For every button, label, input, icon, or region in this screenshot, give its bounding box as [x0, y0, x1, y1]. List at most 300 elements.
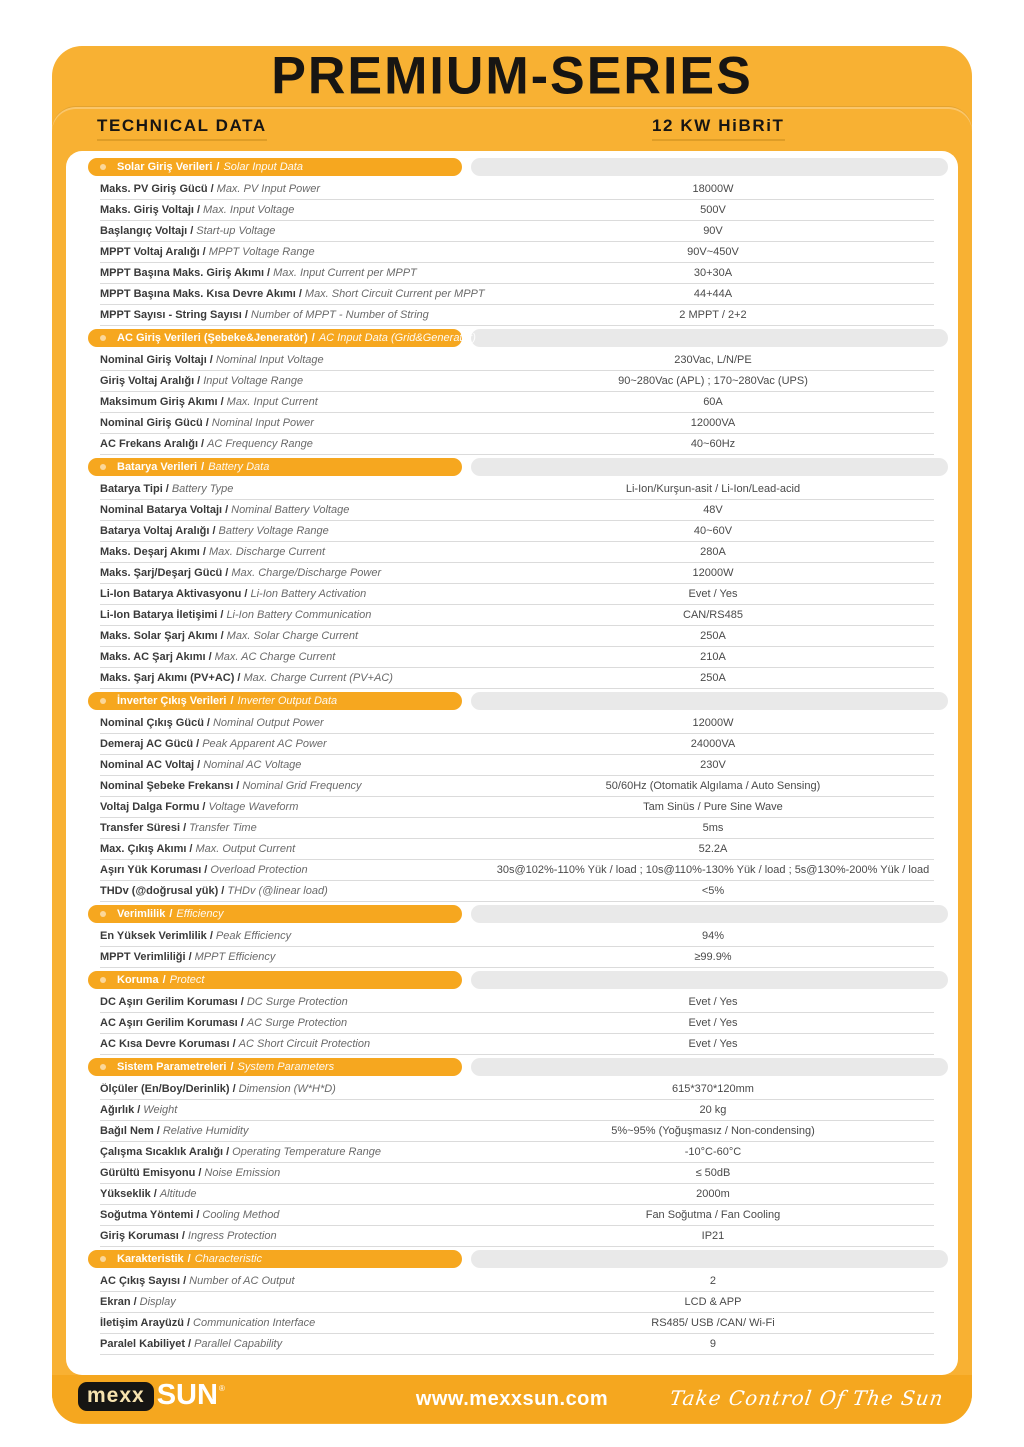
bullet-icon: [100, 1064, 106, 1070]
separator-slash: /: [190, 225, 194, 237]
section-title-tr: Koruma: [117, 974, 159, 986]
section-pill: [88, 1250, 462, 1268]
separator-slash: /: [189, 843, 193, 855]
separator-slash: /: [225, 504, 229, 516]
spec-value: 20 kg: [699, 1104, 727, 1116]
separator-slash: /: [232, 1083, 236, 1095]
separator-slash: /: [196, 738, 200, 750]
spec-label-en: Max. Short Circuit Current per MPPT: [304, 288, 485, 300]
spec-row: [100, 992, 934, 1013]
spec-label: [100, 672, 492, 684]
spec-label-tr: Nominal Çıkış Gücü: [100, 717, 204, 729]
spec-label: [100, 759, 492, 771]
separator-slash: /: [244, 309, 248, 321]
separator-slash: /: [202, 546, 206, 558]
section-pill: [88, 329, 476, 347]
spec-section: [66, 905, 958, 968]
spec-label-en: Nominal AC Voltage: [203, 759, 302, 771]
spec-value: Evet / Yes: [688, 1017, 738, 1029]
spec-label: [100, 1296, 492, 1308]
spec-row: [100, 200, 934, 221]
spec-label-en: Weight: [143, 1104, 178, 1116]
spec-row: [100, 1100, 934, 1121]
spec-row: [100, 713, 934, 734]
separator-slash: /: [183, 1275, 187, 1287]
spec-label-en: Max. Charge Current (PV+AC): [243, 672, 393, 684]
section-pill: [88, 692, 462, 710]
section-title-en: Efficiency: [176, 908, 224, 920]
spec-label: [100, 309, 492, 321]
separator-slash: /: [153, 1188, 157, 1200]
separator-slash: /: [267, 267, 271, 279]
spec-row: [100, 1271, 934, 1292]
spec-label-tr: Maks. AC Şarj Akımı: [100, 651, 206, 663]
logo-sun-text: SUN: [156, 1379, 218, 1411]
spec-value: 90V: [703, 225, 723, 237]
spec-label-en: AC Short Circuit Protection: [238, 1038, 371, 1050]
spec-label-tr: Voltaj Dalga Formu: [100, 801, 200, 813]
separator-slash: /: [196, 204, 201, 216]
spec-label-tr: Batarya Tipi: [100, 483, 163, 495]
spec-label: [100, 417, 492, 429]
separator-slash: /: [230, 1061, 234, 1073]
spec-row: [100, 563, 934, 584]
spec-label-en: Battery Voltage Range: [218, 525, 329, 537]
spec-value: CAN/RS485: [683, 609, 743, 621]
spec-label-en: Max. Discharge Current: [208, 546, 326, 558]
separator-slash: /: [187, 1253, 191, 1265]
spec-label-en: Display: [139, 1296, 176, 1308]
spec-label-en: Operating Temperature Range: [232, 1146, 381, 1158]
title-band: [52, 46, 972, 106]
spec-value: 2: [709, 1275, 717, 1287]
logo-mexx-badge: mexx: [78, 1382, 154, 1411]
spec-label-en: Altitude: [159, 1188, 197, 1200]
section-pill: [88, 905, 462, 923]
separator-slash: /: [220, 609, 224, 621]
spec-label-tr: Transfer Süresi: [100, 822, 181, 834]
spec-label: [100, 375, 492, 387]
page-title: PREMIUM-SERIES: [271, 46, 753, 106]
separator-slash: /: [225, 567, 229, 579]
section-title-tr: AC Giriş Verileri (Şebeke&Jeneratör): [117, 332, 308, 344]
spec-label-en: Cooling Method: [202, 1209, 280, 1221]
section-title-en: AC Input Data (Grid&Generator): [318, 332, 476, 344]
spec-label: [100, 801, 492, 813]
separator-slash: /: [212, 525, 216, 537]
spec-row: [100, 221, 934, 242]
spec-label-en: Li-Ion Battery Activation: [250, 588, 367, 600]
spec-row: [100, 1226, 934, 1247]
spec-table: [66, 151, 958, 1375]
section-title-tr: Karakteristik: [117, 1253, 184, 1265]
spec-label-en: Noise Emission: [204, 1167, 281, 1179]
separator-slash: /: [201, 461, 205, 473]
bullet-icon: [100, 977, 106, 983]
spec-row: [100, 1313, 934, 1334]
spec-label-tr: En Yüksek Verimlilik: [100, 930, 207, 942]
spec-label-tr: Nominal Batarya Voltajı: [100, 504, 223, 516]
separator-slash: /: [209, 930, 213, 942]
spec-label-en: MPPT Efficiency: [194, 951, 276, 963]
spec-row: [100, 797, 934, 818]
spec-value: Evet / Yes: [688, 996, 738, 1008]
spec-label: [100, 951, 492, 963]
spec-label-en: Input Voltage Range: [203, 375, 304, 387]
spec-label: [100, 483, 492, 495]
section-pill: [88, 1058, 462, 1076]
section-pill: [88, 158, 462, 176]
separator-slash: /: [226, 1146, 230, 1158]
spec-label: [100, 267, 492, 279]
spec-value: 12000W: [692, 717, 734, 729]
section-track: [471, 971, 948, 989]
separator-slash: /: [240, 1017, 244, 1029]
spec-label: [100, 1038, 492, 1050]
spec-label-en: Max. Input Voltage: [203, 204, 295, 216]
separator-slash: /: [298, 288, 302, 300]
spec-label-tr: Başlangıç Voltajı: [100, 225, 188, 237]
separator-slash: /: [198, 1167, 202, 1179]
spec-label-tr: MPPT Voltaj Aralığı: [100, 246, 200, 258]
spec-label-en: Max. Solar Charge Current: [226, 630, 359, 642]
section-track: [471, 158, 948, 176]
section-header: [88, 1058, 948, 1076]
spec-label-tr: Demeraj AC Gücü: [100, 738, 194, 750]
spec-row: [100, 1121, 934, 1142]
spec-value: 44+44A: [693, 288, 733, 300]
spec-label: [100, 396, 492, 408]
website-url: www.mexxsun.com: [415, 1388, 609, 1410]
spec-label-en: Nominal Output Power: [212, 717, 324, 729]
spec-label-en: Max. Charge/Discharge Power: [231, 567, 382, 579]
spec-label-en: AC Surge Protection: [246, 1017, 348, 1029]
spec-label-tr: Nominal Giriş Voltajı: [100, 354, 207, 366]
separator-slash: /: [204, 864, 208, 876]
bullet-icon: [100, 698, 106, 704]
spec-label-tr: AC Kısa Devre Koruması: [100, 1038, 230, 1050]
registered-mark-icon: ®: [218, 1384, 225, 1393]
spec-label: [100, 885, 492, 897]
spec-row: [100, 1163, 934, 1184]
spec-section: [66, 1058, 958, 1247]
spec-value: 40~60Hz: [690, 438, 736, 450]
spec-label: [100, 1209, 492, 1221]
separator-slash: /: [232, 1038, 236, 1050]
spec-value: 2000m: [696, 1188, 730, 1200]
separator-slash: /: [244, 588, 248, 600]
slogan-text: Take Control Of The Sun: [668, 1386, 946, 1410]
spec-row: [100, 626, 934, 647]
spec-value: 280A: [700, 546, 726, 558]
spec-value: LCD & APP: [684, 1296, 742, 1308]
spec-label-en: Max. Input Current: [226, 396, 318, 408]
spec-row: [100, 500, 934, 521]
spec-label-en: Number of AC Output: [189, 1275, 295, 1287]
datasheet-card: [52, 46, 972, 1424]
separator-slash: /: [183, 822, 187, 834]
spec-row: [100, 1142, 934, 1163]
spec-row: [100, 1292, 934, 1313]
bullet-icon: [100, 464, 106, 470]
spec-value: RS485/ USB /CAN/ Wi-Fi: [651, 1317, 775, 1329]
spec-label-tr: MPPT Verimliliği: [100, 951, 186, 963]
spec-label-en: AC Frequency Range: [207, 438, 313, 450]
spec-value: 90V~450V: [687, 246, 739, 258]
technical-data-label: TECHNICAL DATA: [97, 116, 267, 141]
spec-label-en: MPPT Voltage Range: [208, 246, 315, 258]
spec-label: [100, 1083, 492, 1095]
spec-label-tr: Batarya Voltaj Aralığı: [100, 525, 210, 537]
spec-value: 18000W: [692, 183, 734, 195]
spec-row: [100, 263, 934, 284]
spec-row: [100, 284, 934, 305]
separator-slash: /: [205, 417, 209, 429]
spec-value: 500V: [700, 204, 726, 216]
spec-value: 50/60Hz (Otomatik Algılama / Auto Sensing): [605, 780, 821, 792]
spec-label: [100, 438, 492, 450]
spec-label-tr: Soğutma Yöntemi: [100, 1209, 194, 1221]
spec-label-tr: Aşırı Yük Koruması: [100, 864, 202, 876]
spec-value: 9: [709, 1338, 717, 1350]
spec-label: [100, 1230, 492, 1242]
spec-label-tr: Gürültü Emisyonu: [100, 1167, 196, 1179]
spec-row: [100, 434, 934, 455]
spec-label: [100, 1125, 492, 1137]
spec-label-en: Max. Output Current: [195, 843, 296, 855]
model-label: 12 KW HiBRiT: [652, 116, 785, 141]
spec-label: [100, 204, 492, 216]
spec-label: [100, 504, 492, 516]
separator-slash: /: [210, 183, 214, 195]
spec-label: [100, 246, 492, 258]
bullet-icon: [100, 335, 106, 341]
section-track: [471, 905, 948, 923]
section-track: [471, 329, 948, 347]
spec-value: <5%: [701, 885, 725, 897]
spec-label-en: Max. PV Input Power: [216, 183, 320, 195]
spec-label: [100, 354, 492, 366]
spec-label-tr: Ölçüler (En/Boy/Derinlik): [100, 1083, 230, 1095]
spec-label: [100, 1317, 492, 1329]
spec-row: [100, 1184, 934, 1205]
section-header: [88, 1250, 948, 1268]
spec-label: [100, 1146, 492, 1158]
spec-row: [100, 926, 934, 947]
section-title-en: System Parameters: [237, 1061, 335, 1073]
spec-label: [100, 780, 492, 792]
separator-slash: /: [202, 801, 206, 813]
separator-slash: /: [208, 651, 212, 663]
spec-row: [100, 350, 934, 371]
spec-value: Fan Soğutma / Fan Cooling: [645, 1209, 781, 1221]
separator-slash: /: [237, 672, 241, 684]
spec-label-tr: Maks. Şarj/Deşarj Gücü: [100, 567, 223, 579]
separator-slash: /: [197, 375, 201, 387]
spec-label-en: Parallel Capability: [194, 1338, 283, 1350]
spec-label: [100, 1104, 492, 1116]
spec-value: 5ms: [702, 822, 724, 834]
separator-slash: /: [311, 332, 315, 344]
spec-label-en: Overload Protection: [210, 864, 308, 876]
spec-value: 24000VA: [690, 738, 736, 750]
spec-label: [100, 1338, 492, 1350]
spec-row: [100, 1079, 934, 1100]
spec-value: 230V: [700, 759, 726, 771]
footer-bar: [52, 1375, 972, 1423]
spec-label-en: Peak Apparent AC Power: [202, 738, 327, 750]
spec-label-tr: Maks. PV Giriş Gücü: [100, 183, 208, 195]
spec-label: [100, 651, 492, 663]
spec-section: [66, 692, 958, 902]
spec-value: IP21: [701, 1230, 725, 1242]
spec-section: [66, 1250, 958, 1355]
section-header: [88, 329, 948, 347]
spec-row: [100, 818, 934, 839]
spec-label: [100, 996, 492, 1008]
spec-label-en: Voltage Waveform: [208, 801, 299, 813]
spec-section: [66, 971, 958, 1055]
separator-slash: /: [209, 354, 213, 366]
bullet-icon: [100, 911, 106, 917]
spec-row: [100, 479, 934, 500]
section-title-tr: Solar Giriş Verileri: [117, 161, 213, 173]
separator-slash: /: [202, 246, 206, 258]
spec-label-tr: Maks. Deşarj Akımı: [100, 546, 200, 558]
spec-value: 48V: [703, 504, 723, 516]
spec-label-tr: MPPT Başına Maks. Giriş Akımı: [100, 267, 265, 279]
section-header: [88, 971, 948, 989]
spec-label-en: Number of MPPT - Number of String: [250, 309, 429, 321]
section-header: [88, 692, 948, 710]
spec-label-tr: AC Frekans Aralığı: [100, 438, 199, 450]
subtitle-band: [52, 106, 972, 151]
separator-slash: /: [221, 885, 225, 897]
spec-value: 615*370*120mm: [672, 1083, 754, 1095]
spec-row: [100, 392, 934, 413]
spec-label-en: Relative Humidity: [162, 1125, 249, 1137]
spec-label-en: Start-up Voltage: [196, 225, 276, 237]
spec-value: 94%: [701, 930, 724, 942]
spec-label-tr: THDv (@doğrusal yük): [100, 885, 219, 897]
spec-row: [100, 242, 934, 263]
spec-value: 5%~95% (Yoğuşmasız / Non-condensing): [611, 1125, 815, 1137]
spec-label-en: THDv (@linear load): [227, 885, 328, 897]
spec-row: [100, 647, 934, 668]
spec-value: 60A: [703, 396, 723, 408]
spec-row: [100, 668, 934, 689]
separator-slash: /: [186, 1317, 191, 1329]
spec-label: [100, 717, 492, 729]
spec-label-en: Li-Ion Battery Communication: [226, 609, 372, 621]
separator-slash: /: [181, 1230, 185, 1242]
spec-label-tr: Nominal AC Voltaj: [100, 759, 195, 771]
spec-label: [100, 1275, 492, 1287]
spec-label-tr: AC Aşırı Gerilim Koruması: [100, 1017, 238, 1029]
spec-row: [100, 521, 934, 542]
spec-row: [100, 605, 934, 626]
spec-label-en: Battery Type: [171, 483, 234, 495]
bullet-icon: [100, 1256, 106, 1262]
spec-label-en: Nominal Grid Frequency: [242, 780, 362, 792]
spec-label-en: Nominal Input Power: [211, 417, 314, 429]
spec-label-tr: Maks. Solar Şarj Akımı: [100, 630, 218, 642]
section-title-tr: İnverter Çıkış Verileri: [117, 695, 227, 707]
spec-label-tr: İletişim Arayüzü: [100, 1317, 184, 1329]
section-title-en: Battery Data: [208, 461, 270, 473]
section-title-tr: Verimlilik: [117, 908, 166, 920]
spec-label-en: Nominal Input Voltage: [215, 354, 324, 366]
spec-label-tr: Maksimum Giriş Akımı: [100, 396, 218, 408]
section-track: [471, 1250, 948, 1268]
separator-slash: /: [216, 161, 220, 173]
spec-label-tr: Ekran: [100, 1296, 131, 1308]
separator-slash: /: [196, 1209, 200, 1221]
spec-row: [100, 839, 934, 860]
spec-label-tr: Çalışma Sıcaklık Aralığı: [100, 1146, 224, 1158]
separator-slash: /: [201, 438, 205, 450]
separator-slash: /: [133, 1296, 137, 1308]
spec-label-tr: Li-Ion Batarya Aktivasyonu: [100, 588, 242, 600]
spec-label-tr: Bağıl Nem: [100, 1125, 154, 1137]
spec-section: [66, 458, 958, 689]
spec-label-en: Communication Interface: [193, 1317, 316, 1329]
spec-label: [100, 930, 492, 942]
spec-label-tr: MPPT Sayısı - String Sayısı: [100, 309, 242, 321]
spec-label-tr: Maks. Şarj Akımı (PV+AC): [100, 672, 235, 684]
spec-label-tr: Giriş Voltaj Aralığı: [100, 375, 195, 387]
spec-row: [100, 1205, 934, 1226]
spec-label-tr: Paralel Kabiliyet: [100, 1338, 185, 1350]
spec-value: 250A: [700, 630, 726, 642]
spec-value: Li-Ion/Kurşun-asit / Li-Ion/Lead-acid: [625, 483, 801, 495]
spec-label-en: Max. AC Charge Current: [214, 651, 336, 663]
spec-label-tr: Nominal Şebeke Frekansı: [100, 780, 234, 792]
spec-row: [100, 584, 934, 605]
spec-label-en: Peak Efficiency: [215, 930, 292, 942]
spec-label-en: Nominal Battery Voltage: [231, 504, 350, 516]
section-title-en: Solar Input Data: [223, 161, 303, 173]
spec-label: [100, 183, 492, 195]
spec-label-tr: Yükseklik: [100, 1188, 151, 1200]
spec-label: [100, 288, 492, 300]
spec-label-tr: Ağırlık: [100, 1104, 135, 1116]
separator-slash: /: [162, 974, 166, 986]
spec-label: [100, 225, 492, 237]
spec-row: [100, 755, 934, 776]
separator-slash: /: [240, 996, 244, 1008]
section-track: [471, 692, 948, 710]
spec-label-en: Dimension (W*H*D): [238, 1083, 336, 1095]
spec-value: 90~280Vac (APL) ; 170~280Vac (UPS): [618, 375, 808, 387]
spec-row: [100, 371, 934, 392]
spec-section: [66, 158, 958, 326]
section-pill: [88, 971, 462, 989]
spec-value: 12000VA: [690, 417, 736, 429]
section-title-en: Characteristic: [194, 1253, 262, 1265]
spec-label-en: Max. Input Current per MPPT: [273, 267, 417, 279]
spec-row: [100, 947, 934, 968]
section-title-tr: Batarya Verileri: [117, 461, 198, 473]
spec-row: [100, 1013, 934, 1034]
separator-slash: /: [169, 908, 173, 920]
spec-row: [100, 413, 934, 434]
spec-label: [100, 843, 492, 855]
spec-row: [100, 860, 934, 881]
spec-label: [100, 588, 492, 600]
section-track: [471, 1058, 948, 1076]
spec-label: [100, 1188, 492, 1200]
